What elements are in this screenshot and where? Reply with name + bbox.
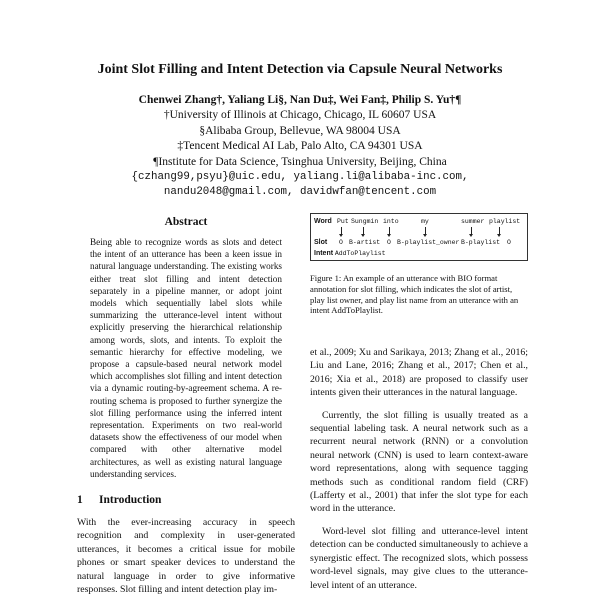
down-arrow-icon bbox=[425, 227, 426, 235]
figure-slot: O bbox=[339, 239, 343, 246]
figure-word: into bbox=[383, 218, 399, 225]
figure-caption: Figure 1: An example of an utterance with BIO format annotation for slot filling, which indicates the slot of artist, play list owner, and play list name from an utterance with an intent AddToPlaylist. bbox=[310, 273, 519, 316]
figure-slot: B-artist bbox=[349, 239, 381, 246]
down-arrow-icon bbox=[389, 227, 390, 235]
figure-word: my bbox=[421, 218, 429, 225]
affiliation-2: §Alibaba Group, Bellevue, WA 98004 USA bbox=[199, 124, 401, 137]
section-heading bbox=[77, 494, 161, 506]
email-line-2: nandu2048@gmail.com, davidwfan@tencent.com bbox=[163, 186, 437, 199]
down-arrow-icon bbox=[363, 227, 364, 235]
figure-1 bbox=[310, 213, 528, 261]
paragraph: Currently, the slot filling is usually treated as a sequential labeling task. A neural network such as a recurrent neural network (RNN) or a convolution neural network (CNN) is used to learn context-aware word representations, along with sequence tagging methods such as conditional random field (CRF) (Lafferty et al., 2001) that infer the slot type for each word in the utterance. bbox=[310, 409, 528, 515]
figure-slot: O bbox=[387, 239, 391, 246]
down-arrow-icon bbox=[341, 227, 342, 235]
figure-slot-row bbox=[314, 238, 327, 246]
figure-intent-row bbox=[314, 249, 386, 257]
abstract-heading: Abstract bbox=[164, 216, 208, 228]
affiliation-3: ‡Tencent Medical AI Lab, Palo Alto, CA 94301 USA bbox=[177, 140, 423, 153]
figure-intent-label: Intent bbox=[314, 250, 334, 257]
figure-word: Sungmin bbox=[351, 218, 379, 225]
introduction-text: With the ever-increasing accuracy in speech recognition and complexity in user-generated utterances, it becomes a critical issue for mobile phones or smart speaker devices to understand the natural language in order to give informative responses. Slot filling and intent detection play im- bbox=[77, 517, 295, 596]
section-title: Introduction bbox=[99, 494, 162, 506]
paper-title: Joint Slot Filling and Intent Detection via Capsule Neural Networks bbox=[97, 62, 503, 77]
figure-slot: O bbox=[507, 239, 511, 246]
figure-slot: B-playlist bbox=[461, 239, 501, 246]
down-arrow-icon bbox=[471, 227, 472, 235]
figure-word-label: Word bbox=[314, 218, 332, 225]
affiliation-1: †University of Illinois at Chicago, Chicago, IL 60607 USA bbox=[163, 109, 437, 122]
section-number: 1 bbox=[77, 494, 83, 506]
paragraph: et al., 2009; Xu and Sarikaya, 2013; Zhang et al., 2016; Liu and Lane, 2016; Zhang et al., 2017; Chen et al., 2016; Xia et al., 2018) are proposed to classify user intents given their utterances in the natural language. bbox=[310, 347, 528, 399]
right-column-body bbox=[310, 346, 528, 601]
email-line-1: {czhang99,psyu}@uic.edu, yaliang.li@alibaba-inc.com, bbox=[131, 171, 469, 184]
author-block bbox=[0, 93, 600, 201]
figure-slot: B-playlist_owner bbox=[397, 239, 460, 246]
figure-word: Put bbox=[337, 218, 349, 225]
figure-slot-label: Slot bbox=[314, 239, 328, 246]
paragraph: Word-level slot filling and utterance-level intent detection can be conducted simultaneously to achieve a synergistic effect. The recognized slots, which possess word-level signals, may give clues to the utterance-level intent of an utterance. bbox=[310, 525, 528, 591]
figure-word: summer bbox=[461, 218, 485, 225]
abstract-text: Being able to recognize words as slots and detect the intent of an utterance has been a keen issue in natural language understanding. The existing works either treat slot filling and intent detection separately in a pipeline manner, or adopt joint models which sequentially label slots while summarizing the utterance-level intent without explicitly preserving the hierarchical relationship among words, slots, and intents. To exploit the semantic hierarchy for effective modeling, we propose a capsule-based neural network model which accomplishes slot filling and intent detection via a dynamic routing-by-agreement schema. A re-routing schema is proposed to further synergize the slot filling performance using the inferred intent representation. Experiments on two real-world datasets show the effectiveness of our model when compared with other alternative model architectures, as well as existing natural language understanding services. bbox=[90, 237, 282, 479]
figure-word: playlist bbox=[489, 218, 521, 225]
down-arrow-icon bbox=[499, 227, 500, 235]
figure-intent-value: AddToPlaylist bbox=[334, 250, 386, 257]
author-names: Chenwei Zhang†, Yaliang Li§, Nan Du‡, Wei Fan‡, Philip S. Yu†¶ bbox=[138, 94, 462, 106]
affiliation-4: ¶Institute for Data Science, Tsinghua University, Beijing, China bbox=[153, 155, 447, 168]
figure-word-row bbox=[314, 217, 332, 225]
